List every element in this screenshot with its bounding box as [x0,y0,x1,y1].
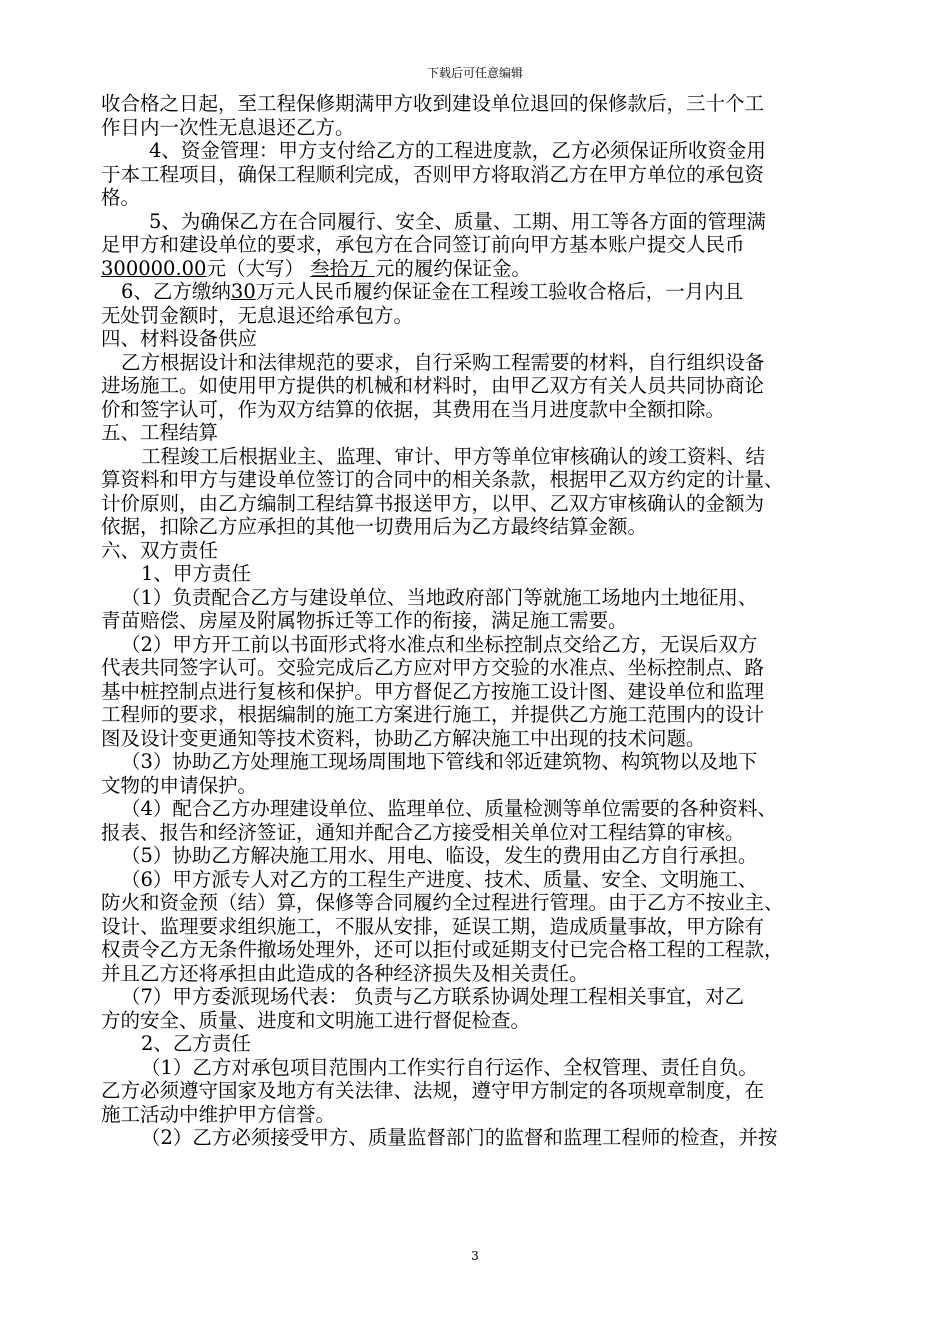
text-span: 计价原则，由乙方编制工程结算书报送甲方，以甲、乙双方审核确认的金额为 [101,491,765,515]
text-line [101,304,871,328]
text-line [101,280,871,304]
text-span: 价和签字认可，作为双方结算的依据，其费用在当月进度款中全额扣除。 [101,397,726,421]
text-span: 5、为确保乙方在合同履行、安全、质量、工期、用工等各方面的管理满 [149,209,766,233]
text-span: 工程竣工后根据业主、监理、审计、甲方等单位审核确认的竣工资料、结 [141,444,766,468]
text-span: 青苗赔偿、房屋及附属物拆迁等工作的衔接，满足施工需要。 [101,609,628,632]
text-line [101,727,871,751]
text-span: 五、工程结算 [101,421,219,444]
text-line [101,962,871,986]
text-line [101,163,871,187]
text-span: 万元人民币履约保证金在工程竣工验收合格后，一月内且 [255,280,744,303]
text-span: （7）甲方委派现场代表： 负责与乙方联系协调处理工程相关事宜，对乙 [121,985,745,1008]
text-line [101,844,871,868]
text-span: 2、乙方责任 [141,1032,251,1055]
text-span: 无处罚金额时，无息退还给承包方。 [101,303,414,327]
text-line [101,915,871,939]
text-line [101,186,871,210]
text-span: 报表、报告和经济签证，通知并配合乙方接受相关单位对工程结算的审核。 [101,820,745,844]
text-span: 乙方必须遵守国家及地方有关法律、法规，遵守甲方制定的各项规章制度，在 [101,1079,765,1102]
text-line [101,1032,871,1056]
text-span: 依据，扣除乙方应承担的其他一切费用后为乙方最终结算金额。 [101,515,648,538]
text-span: 收合格之日起，至工程保修期满甲方收到建设单位退回的保修款后，三十个工 [101,92,765,115]
text-span: 图及设计变更通知等技术资料，协助乙方解决施工中出现的技术问题。 [101,726,706,750]
text-span: 防火和资金预（结）算，保修等合同履约全过程进行管理。由于乙方不按业主、 [101,891,784,914]
underlined-text: 300000.00 [101,256,207,280]
text-line [101,586,871,610]
text-span: 施工活动中维护甲方信誉。 [101,1102,336,1126]
text-span: 并且乙方还将承担由此造成的各种经济损失及相关责任。 [101,961,589,985]
text-line [101,257,871,281]
text-span: 进场施工。如使用甲方提供的机械和材料时，由甲乙双方有关人员共同协商论 [101,374,765,397]
text-span: 于本工程项目，确保工程顺利完成，否则甲方将取消乙方在甲方单位的承包资 [101,162,765,186]
text-line [101,233,871,257]
text-span: 6、乙方缴纳 [121,280,231,303]
text-line [101,468,871,492]
text-span: 方的安全、质量、进度和文明施工进行督促检查。 [101,1008,531,1032]
text-span: 基中桩控制点进行复核和保护。甲方督促乙方按施工设计图、建设单位和监理 [101,679,765,703]
text-line [101,515,871,539]
page-header: 下载后可任意编辑 [426,66,523,80]
text-line [101,750,871,774]
text-line [101,1126,871,1150]
text-line [101,116,871,140]
text-span: （4）配合乙方办理建设单位、监理单位、质量检测等单位需要的各种资料、 [121,797,777,820]
text-line [101,680,871,704]
text-line [101,92,871,116]
text-line [101,609,871,633]
text-span: （2）乙方必须接受甲方、质量监督部门的监督和监理工程师的检查，并按 [141,1126,778,1149]
text-line [101,938,871,962]
text-span: 格。 [101,186,141,209]
text-span: 4、资金管理：甲方支付给乙方的工程进度款，乙方必须保证所收资金用 [149,139,766,162]
text-line [101,821,871,845]
text-line [101,1009,871,1033]
text-span: 代表共同签字认可。交验完成后乙方应对甲方交验的水准点、坐标控制点、路 [101,656,765,679]
text-span: 工程师的要求，根据编制的施工方案进行施工，并提供乙方施工范围内的设计 [101,703,765,726]
text-line [101,139,871,163]
underlined-text: 30 [230,280,256,303]
text-line [101,210,871,234]
text-line [101,797,871,821]
text-span: （1）乙方对承包项目范围内工作实行自行运作、全权管理、责任自负。 [141,1055,758,1079]
text-span: （2）甲方开工前以书面形式将水准点和坐标控制点交给乙方，无误后双方 [121,632,758,656]
page-number: 3 [471,1249,479,1263]
text-line [101,633,871,657]
text-line [101,445,871,469]
text-span: （5）协助乙方解决施工用水、用电、临设，发生的费用由乙方自行承担。 [121,844,758,867]
text-span: 元（大写） [206,256,311,280]
text-span: 四、材料设备供应 [101,327,258,350]
text-span: （3）协助乙方处理施工现场周围地下管线和邻近建筑物、构筑物以及地下 [121,750,758,773]
text-span: 乙方根据设计和法律规范的要求，自行采购工程需要的材料，自行组织设备 [121,350,765,374]
text-span: 设计、监理要求组织施工，不服从安排，延误工期，造成质量事故，甲方除有 [101,914,765,938]
text-line [101,774,871,798]
underlined-text: 叁拾万 [310,256,375,280]
text-span: 文物的申请保护。 [101,773,258,797]
text-span: 权责令乙方无条件撤场处理外，还可以拒付或延期支付已完合格工程的工程款， [101,938,784,961]
text-line [101,703,871,727]
text-span: 1、甲方责任 [141,562,251,585]
text-line [101,562,871,586]
text-line [101,868,871,892]
text-span: 足甲方和建设单位的要求，承包方在合同签订前向甲方基本账户提交人民币 [101,233,745,256]
text-line [101,351,871,375]
text-span: 六、双方责任 [101,538,219,562]
text-line [101,398,871,422]
text-span: 算资料和甲方与建设单位签订的合同中的相关条款，根据甲乙双方约定的计量、 [101,468,784,491]
text-line [101,421,871,445]
text-line [101,374,871,398]
text-span: （6）甲方派专人对乙方的工程生产进度、技术、质量、安全、文明施工、 [121,867,758,891]
text-line [101,891,871,915]
text-line [101,1079,871,1103]
text-line [101,1056,871,1080]
text-span: （1）负责配合乙方与建设单位、当地政府部门等就施工场地内土地征用、 [121,585,758,609]
text-line [101,985,871,1009]
text-span: 元的履约保证金。 [374,256,531,280]
document-body [101,92,871,1150]
text-line [101,656,871,680]
text-line [101,539,871,563]
text-line [101,327,871,351]
text-span: 作日内一次性无息退还乙方。 [101,115,355,139]
text-line [101,492,871,516]
text-line [101,1103,871,1127]
